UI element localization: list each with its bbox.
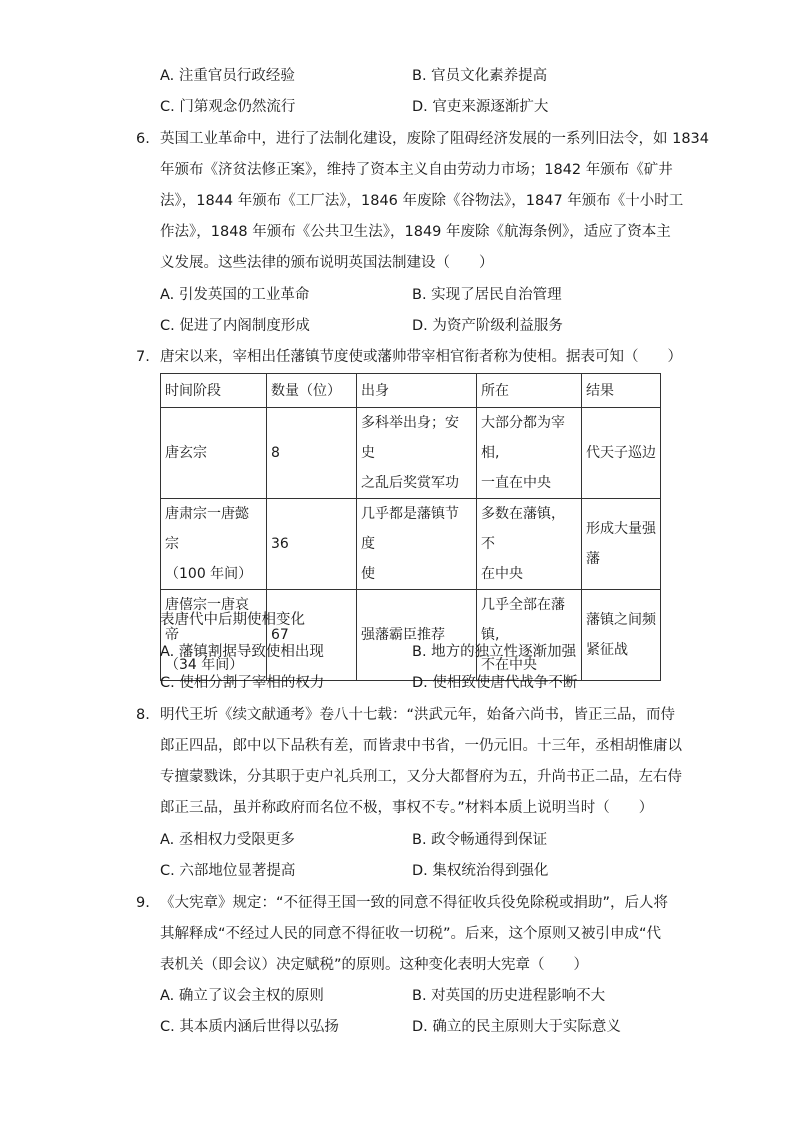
q7-table-caption: 表唐代中后期使相变化	[160, 612, 305, 628]
q9-option-b[interactable]: B. 对英国的历史进程影响不大	[412, 988, 606, 1004]
q9-option-c[interactable]: C. 其本质内涵后世得以弘扬	[160, 1019, 339, 1035]
table-header-cell: 结果	[582, 374, 661, 408]
q6-stem-line: 英国工业革命中，进行了法制化建设，废除了阻碍经济发展的一系列旧法令，如 1834	[160, 131, 710, 147]
table-header-cell: 数量（位）	[267, 374, 357, 408]
q5-option-a[interactable]: A. 注重官员行政经验	[160, 68, 295, 84]
q6-option-d[interactable]: D. 为资产阶级利益服务	[412, 318, 563, 334]
q9-stem-line: 表机关（即会议）决定赋税”的原则。这种变化表明大宪章（ ）	[160, 957, 589, 973]
q9-stem-line: 《大宪章》规定：“不征得王国一致的同意不得征收兵役免除税或捐助”，后人将	[160, 895, 669, 911]
table-header-cell: 时间阶段	[161, 374, 267, 408]
table-header-cell: 出身	[357, 374, 477, 408]
q8-option-c[interactable]: C. 六部地位显著提高	[160, 863, 296, 879]
table-cell-count: 8	[267, 408, 357, 499]
q6-stem-line: 年颁布《济贫法修正案》，维持了资本主义自由劳动力市场；1842 年颁布《矿井	[160, 162, 673, 178]
q7-option-c[interactable]: C. 使相分割了宰相的权力	[160, 675, 325, 691]
table-cell-origin: 几乎都是藩镇节度 使	[357, 499, 477, 590]
table-row	[161, 499, 661, 590]
q7-number: 7.	[136, 349, 150, 365]
q5-option-d[interactable]: D. 官吏来源逐渐扩大	[412, 99, 549, 115]
q8-stem-line: 郎正三品，虽并称政府而名位不极，事权不专。”材料本质上说明当时（ ）	[160, 800, 654, 816]
q6-option-a[interactable]: A. 引发英国的工业革命	[160, 287, 310, 303]
table-cell-count: 36	[267, 499, 357, 590]
table-cell-period: 唐肃宗一唐懿宗 （100 年间）	[161, 499, 267, 590]
q8-stem-line: 郎正四品，郎中以下品秩有差，而皆隶中书省，一仍元旧。十三年，丞相胡惟庸以	[160, 738, 682, 754]
table-cell-location: 大部分都为宰相, 一直在中央	[477, 408, 582, 499]
table-header-cell: 所在	[477, 374, 582, 408]
q6-number: 6.	[136, 131, 150, 147]
q9-number: 9.	[136, 895, 150, 911]
q6-stem-line: 法》，1844 年颁布《工厂法》，1846 年废除《谷物法》，1847 年颁布《十小时工	[160, 193, 684, 209]
q8-stem-line: 专擅蒙戮诛，分其职于吏户礼兵刑工，又分大都督府为五，升尚书正二品，左右侍	[160, 769, 682, 785]
q7-table	[160, 373, 661, 681]
table-row	[161, 408, 661, 499]
q5-option-c[interactable]: C. 门第观念仍然流行	[160, 99, 296, 115]
q9-option-a[interactable]: A. 确立了议会主权的原则	[160, 988, 324, 1004]
table-cell-origin: 多科举出身；安史 之乱后奖赏军功	[357, 408, 477, 499]
q9-option-d[interactable]: D. 确立的民主原则大于实际意义	[412, 1019, 621, 1035]
table-cell-location: 多数在藩镇，不 在中央	[477, 499, 582, 590]
table-cell-result: 形成大量强 藩	[582, 499, 661, 590]
table-row	[161, 590, 661, 681]
q9-stem-line: 其解释成“不经过人民的同意不得征收一切税”。后来，这个原则又被引申成“代	[160, 926, 662, 942]
table-cell-count: 67	[267, 590, 357, 681]
table-cell-location: 几乎全部在藩镇, 不在中央	[477, 590, 582, 681]
q6-stem-line: 作法》，1848 年颁布《公共卫生法》，1849 年废除《航海条例》，适应了资本主	[160, 224, 671, 240]
table-cell-origin: 强藩霸臣推荐	[357, 590, 477, 681]
q7-stem: 唐宋以来，宰相出任藩镇节度使或藩帅带宰相官衔者称为使相。据表可知（ ）	[160, 349, 682, 365]
table-cell-result: 藩镇之间频 紧征战	[582, 590, 661, 681]
q8-option-a[interactable]: A. 丞相权力受限更多	[160, 832, 295, 848]
q8-stem-line: 明代王圻《续文献通考》卷八十七载：“洪武元年，始备六尚书，皆正三品，而侍	[160, 707, 676, 723]
table-cell-period: 唐僖宗一唐哀帝 （34 年间）	[161, 590, 267, 681]
q7-option-d[interactable]: D. 使相致使唐代战争不断	[412, 675, 578, 691]
q6-option-b[interactable]: B. 实现了居民自治管理	[412, 287, 562, 303]
q5-option-b[interactable]: B. 官员文化素养提高	[412, 68, 548, 84]
q6-option-c[interactable]: C. 促进了内阁制度形成	[160, 318, 310, 334]
q7-option-b[interactable]: B. 地方的独立性逐渐加强	[412, 644, 577, 660]
table-cell-result: 代天子巡边	[582, 408, 661, 499]
q7-option-a[interactable]: A. 藩镇割据导致使相出现	[160, 644, 324, 660]
q8-option-d[interactable]: D. 集权统治得到强化	[412, 863, 549, 879]
table-header-row	[161, 374, 661, 408]
table-cell-period: 唐玄宗	[161, 408, 267, 499]
q6-stem-line: 义发展。这些法律的颁布说明英国法制建设（ ）	[160, 255, 494, 271]
q8-number: 8.	[136, 707, 150, 723]
q8-option-b[interactable]: B. 政令畅通得到保证	[412, 832, 548, 848]
